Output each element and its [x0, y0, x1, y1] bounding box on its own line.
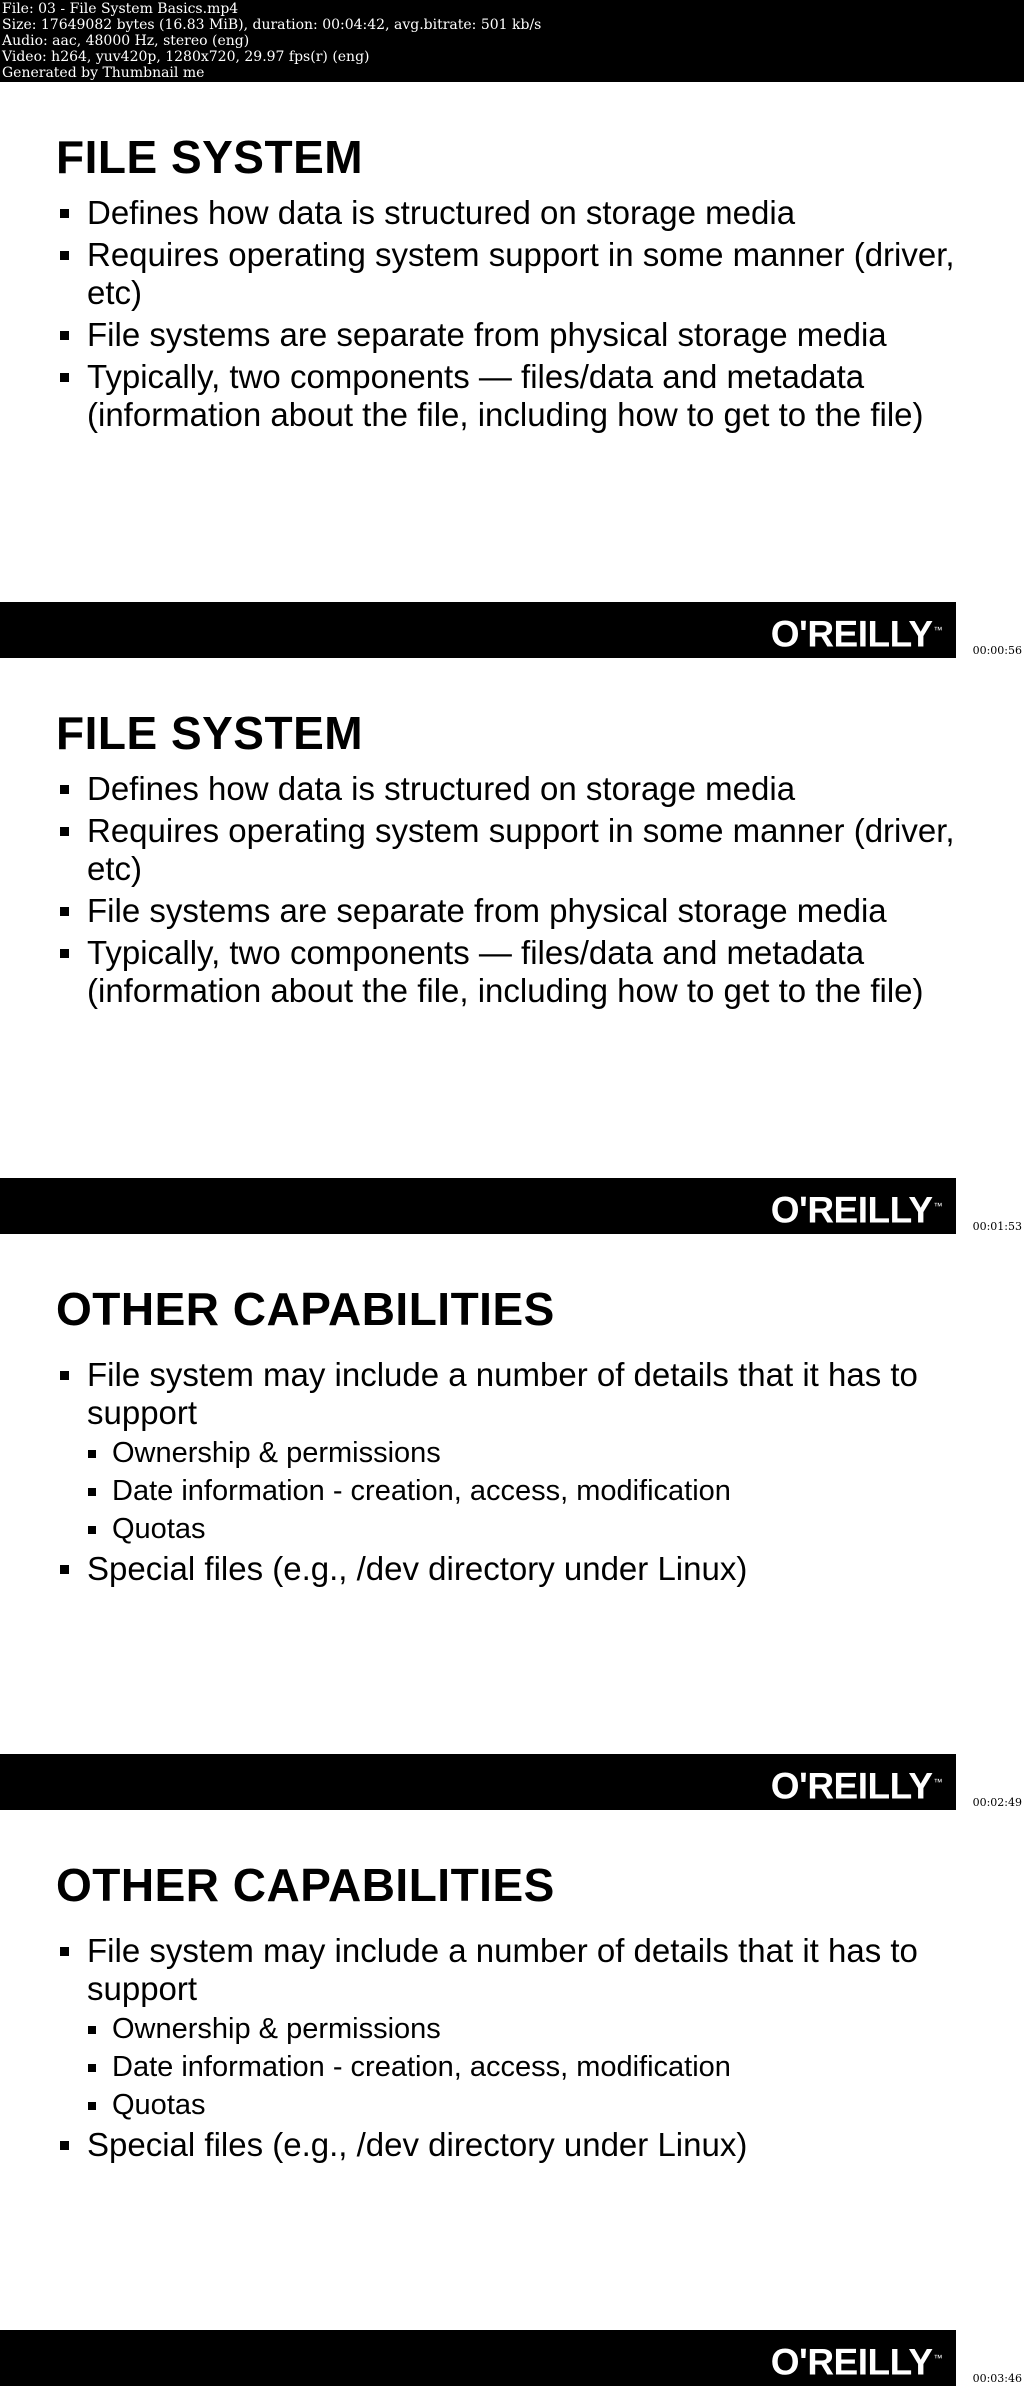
bullet-item: [56, 770, 956, 808]
slide-footer-bar: [0, 1178, 956, 1234]
video-thumbnail: [0, 82, 956, 658]
sub-bullet-item: [56, 1474, 956, 1508]
file-info-line: Video: h264, yuv420p, 1280x720, 29.97 fps(r) (eng): [2, 49, 370, 65]
file-info-header: [0, 0, 1024, 82]
square-bullet-icon: [60, 1371, 69, 1380]
trademark-icon: ™: [933, 1201, 942, 1211]
bullet-item: [56, 194, 956, 232]
square-bullet-icon: [88, 2102, 96, 2110]
file-info-line: File: 03 - File System Basics.mp4: [2, 1, 239, 17]
file-info-line: Generated by Thumbnail me: [2, 65, 205, 81]
square-bullet-icon: [60, 251, 69, 260]
slide-footer-bar: [0, 1754, 956, 1810]
bullet-list: [56, 1356, 956, 1592]
oreilly-logo: [771, 610, 942, 654]
sub-bullet-item: [56, 1436, 956, 1470]
slide-title: OTHER CAPABILITIES: [56, 1859, 555, 1911]
square-bullet-icon: [60, 209, 69, 218]
slide-title: OTHER CAPABILITIES: [56, 1283, 555, 1335]
bullet-text: Requires operating system support in some manner (driver, etc): [87, 812, 955, 887]
bullet-list: [56, 1932, 956, 2168]
bullet-text: File systems are separate from physical storage media: [87, 892, 887, 929]
sub-bullet-item: [56, 2012, 956, 2046]
oreilly-logo: [771, 1186, 942, 1230]
video-thumbnail: [0, 1810, 956, 2386]
thumbnail-timestamp: 00:03:46: [972, 2372, 1022, 2385]
slide-footer-bar: [0, 602, 956, 658]
bullet-text: Requires operating system support in some manner (driver, etc): [87, 236, 955, 311]
bullet-item: [56, 892, 956, 930]
video-thumbnail: [0, 1234, 956, 1810]
square-bullet-icon: [88, 1488, 96, 1496]
bullet-item: [56, 236, 956, 312]
bullet-text: Typically, two components — files/data and metadata (information about the file, including how to get to the file): [87, 934, 924, 1009]
square-bullet-icon: [60, 1947, 69, 1956]
bullet-text: Date information - creation, access, modification: [112, 1475, 731, 1507]
bullet-item: [56, 812, 956, 888]
trademark-icon: ™: [933, 2353, 942, 2363]
square-bullet-icon: [60, 373, 69, 382]
bullet-item: [56, 2126, 956, 2164]
logo-text: O'REILLY: [770, 613, 933, 655]
bullet-text: Ownership & permissions: [112, 2013, 441, 2045]
bullet-item: [56, 358, 956, 434]
trademark-icon: ™: [933, 1777, 942, 1787]
thumbnail-timestamp: 00:02:49: [972, 1796, 1022, 1809]
file-info-line: Size: 17649082 bytes (16.83 MiB), duration: 00:04:42, avg.bitrate: 501 kb/s: [2, 17, 542, 33]
square-bullet-icon: [60, 2141, 69, 2150]
bullet-text: Quotas: [112, 2089, 206, 2121]
bullet-text: Special files (e.g., /dev directory under Linux): [87, 1550, 748, 1587]
sub-bullet-item: [56, 1512, 956, 1546]
bullet-item: [56, 1932, 956, 2008]
sub-bullet-item: [56, 2050, 956, 2084]
thumbnail-timestamp: 00:01:53: [972, 1220, 1022, 1233]
square-bullet-icon: [88, 2026, 96, 2034]
logo-text: O'REILLY: [770, 1765, 933, 1807]
bullet-text: Typically, two components — files/data and metadata (information about the file, including how to get to the file): [87, 358, 924, 433]
square-bullet-icon: [88, 1450, 96, 1458]
bullet-item: [56, 1356, 956, 1432]
file-info-line: Audio: aac, 48000 Hz, stereo (eng): [2, 33, 250, 49]
bullet-text: Defines how data is structured on storage media: [87, 194, 796, 231]
sub-bullet-item: [56, 2088, 956, 2122]
square-bullet-icon: [60, 827, 69, 836]
square-bullet-icon: [60, 1565, 69, 1574]
square-bullet-icon: [88, 1526, 96, 1534]
square-bullet-icon: [88, 2064, 96, 2072]
square-bullet-icon: [60, 907, 69, 916]
bullet-item: [56, 934, 956, 1010]
thumbnail-timestamp: 00:00:56: [972, 644, 1022, 657]
slide-title: FILE SYSTEM: [56, 707, 364, 759]
trademark-icon: ™: [933, 625, 942, 635]
bullet-text: Quotas: [112, 1513, 206, 1545]
bullet-text: Ownership & permissions: [112, 1437, 441, 1469]
square-bullet-icon: [60, 949, 69, 958]
bullet-text: Date information - creation, access, modification: [112, 2051, 731, 2083]
oreilly-logo: [771, 2338, 942, 2382]
video-thumbnail: [0, 658, 956, 1234]
bullet-text: Special files (e.g., /dev directory under Linux): [87, 2126, 748, 2163]
bullet-text: File systems are separate from physical storage media: [87, 316, 887, 353]
bullet-text: File system may include a number of details that it has to support: [87, 1356, 918, 1431]
oreilly-logo: [771, 1762, 942, 1806]
bullet-item: [56, 1550, 956, 1588]
bullet-text: File system may include a number of details that it has to support: [87, 1932, 918, 2007]
slide-title: FILE SYSTEM: [56, 131, 364, 183]
logo-text: O'REILLY: [770, 2341, 933, 2383]
square-bullet-icon: [60, 785, 69, 794]
bullet-item: [56, 316, 956, 354]
slide-footer-bar: [0, 2330, 956, 2386]
logo-text: O'REILLY: [770, 1189, 933, 1231]
bullet-text: Defines how data is structured on storage media: [87, 770, 796, 807]
bullet-list: [56, 194, 956, 438]
bullet-list: [56, 770, 956, 1014]
square-bullet-icon: [60, 331, 69, 340]
